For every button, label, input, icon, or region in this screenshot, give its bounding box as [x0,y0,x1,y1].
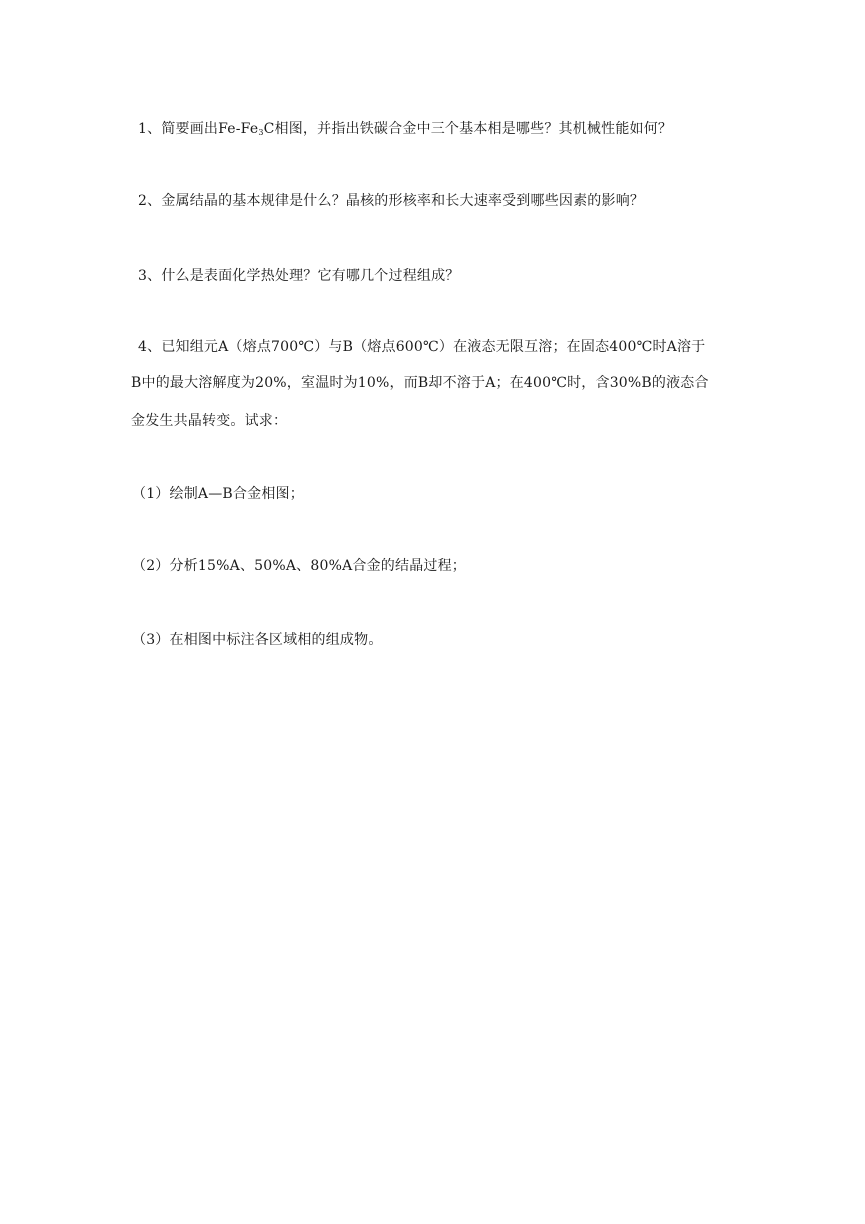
subitem-3 [132,631,383,649]
question-1-text-a: 简要画出Fe-Fe [161,121,259,137]
question-4-line-1 [138,338,705,356]
subitem-2-text: 分析15%A、50%A、80%A合金的结晶过程； [169,558,466,574]
question-1-text-b: C相图，并指出铁碳合金中三个基本相是哪些？其机械性能如何？ [263,121,673,137]
subitem-1 [132,485,304,503]
question-3-number: 3、 [138,268,162,284]
question-4-text-line-1: 已知组元A（熔点700℃）与B（熔点600℃）在液态无限互溶；在固态400℃时A溶于 [161,339,706,355]
subitem-3-text: 在相图中标注各区域相的组成物。 [169,632,383,648]
question-2-number: 2、 [138,193,162,209]
question-1-number: 1、 [138,121,162,137]
subitem-2 [132,557,466,575]
question-2-text: 金属结晶的基本规律是什么？晶核的形核率和长大速率受到哪些因素的影响？ [161,193,645,209]
question-3 [138,267,460,285]
question-1 [138,120,672,142]
question-4-line-3: 金发生共晶转变。试求： [131,413,288,429]
question-2 [138,192,644,210]
subitem-2-label: （2） [132,558,170,574]
subitem-1-text: 绘制A—B合金相图； [169,486,304,502]
question-1-subscript: 3 [258,128,264,137]
question-4-line-2: B中的最大溶解度为20%，室温时为10%，而B却不溶于A；在400℃时，含30%B的液态合 [131,375,709,391]
question-3-text: 什么是表面化学热处理？它有哪几个过程组成？ [161,268,460,284]
question-4-number: 4、 [138,339,162,355]
subitem-3-label: （3） [132,632,170,648]
subitem-1-label: （1） [132,486,170,502]
